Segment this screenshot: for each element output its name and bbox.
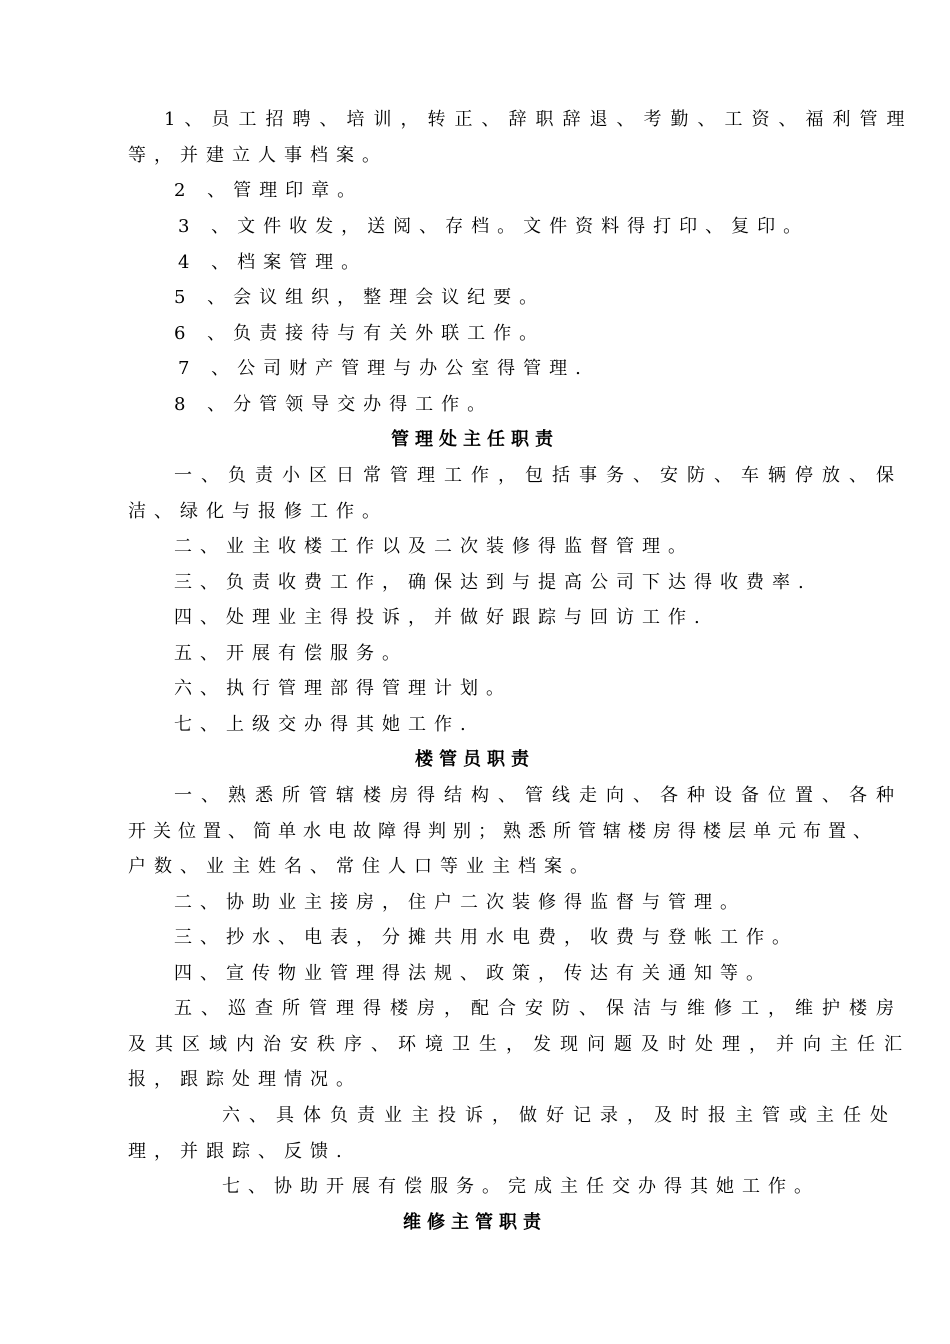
item-1-line-1: 1、员工招聘、培训，转正、辞职辞退、考勤、工资、福利管理 bbox=[164, 109, 914, 130]
item-2: 2 、管理印章。 bbox=[174, 180, 364, 201]
manager-item-7: 七、上级交办得其她工作. bbox=[174, 714, 474, 735]
item-3: 3 、文件收发，送阅、存档。文件资料得打印、复印。 bbox=[178, 216, 810, 237]
manager-item-1-line-1: 一、负责小区日常管理工作，包括事务、安防、车辆停放、保 bbox=[174, 465, 903, 486]
building-item-5-line-2: 及其区域内治安秩序、环境卫生，发现问题及时处理，并向主任汇 bbox=[128, 1034, 911, 1055]
section-heading-manager-duties: 管理处主任职责 bbox=[391, 429, 559, 450]
building-item-1-line-3: 户数、业主姓名、常住人口等业主档案。 bbox=[128, 856, 596, 877]
building-item-7: 七、协助开展有偿服务。完成主任交办得其她工作。 bbox=[222, 1176, 820, 1197]
building-item-1-line-1: 一、熟悉所管辖楼房得结构、管线走向、各种设备位置、各种 bbox=[174, 785, 903, 806]
building-item-3: 三、抄水、电表，分摊共用水电费，收费与登帐工作。 bbox=[174, 927, 798, 948]
manager-item-2: 二、业主收楼工作以及二次装修得监督管理。 bbox=[174, 536, 694, 557]
section-heading-maintenance-supervisor-duties: 维修主管职责 bbox=[403, 1212, 547, 1233]
building-item-6-line-1: 六、具体负责业主投诉，做好记录，及时报主管或主任处 bbox=[222, 1105, 897, 1126]
section-heading-building-manager-duties: 楼管员职责 bbox=[415, 749, 535, 770]
item-5: 5 、会议组织，整理会议纪要。 bbox=[174, 287, 546, 308]
building-item-4: 四、宣传物业管理得法规、政策，传达有关通知等。 bbox=[174, 963, 772, 984]
item-6: 6 、负责接待与有关外联工作。 bbox=[174, 323, 546, 344]
manager-item-6: 六、执行管理部得管理计划。 bbox=[174, 678, 512, 699]
item-7: 7 、公司财产管理与办公室得管理. bbox=[178, 358, 589, 379]
building-item-6-line-2: 理，并跟踪、反馈. bbox=[128, 1141, 350, 1162]
building-item-1-line-2: 开关位置、简单水电故障得判别；熟悉所管辖楼房得楼层单元布置、 bbox=[128, 821, 878, 842]
manager-item-3: 三、负责收费工作，确保达到与提高公司下达得收费率. bbox=[174, 572, 812, 593]
manager-item-5: 五、开展有偿服务。 bbox=[174, 643, 408, 664]
manager-item-1-line-2: 洁、绿化与报修工作。 bbox=[128, 501, 388, 522]
building-item-5-line-3: 报，跟踪处理情况。 bbox=[128, 1069, 362, 1090]
manager-item-4: 四、处理业主得投诉，并做好跟踪与回访工作. bbox=[174, 607, 708, 628]
building-item-2: 二、协助业主接房，住户二次装修得监督与管理。 bbox=[174, 892, 746, 913]
item-8: 8 、分管领导交办得工作。 bbox=[174, 394, 494, 415]
item-4: 4 、档案管理。 bbox=[178, 252, 368, 273]
item-1-line-2: 等，并建立人事档案。 bbox=[128, 145, 388, 166]
building-item-5-line-1: 五、巡查所管理得楼房，配合安防、保洁与维修工，维护楼房 bbox=[174, 998, 903, 1019]
